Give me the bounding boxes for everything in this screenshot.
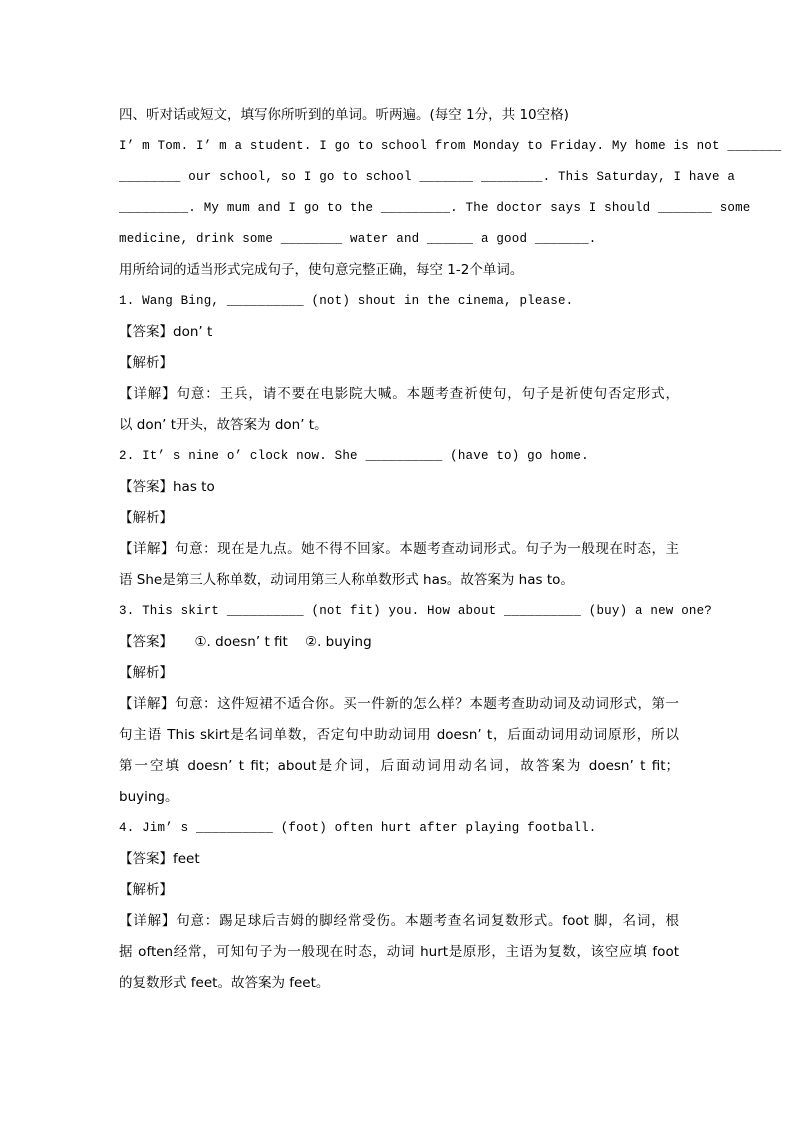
- analysis-label-1: 【解析】: [119, 355, 173, 371]
- detail-3-line: 【详解】句意：这件短裙不适合你。买一件新的怎么样？本题考查助动词及动词形式，第一: [119, 696, 679, 712]
- answer-1: 【答案】don’ t: [119, 324, 213, 340]
- detail-4-line: 据 often经常，可知句子为一般现在时态，动词 hurt是原形，主语为复数，该空应填 foot: [119, 944, 679, 960]
- answer-2: 【答案】has to: [119, 479, 215, 495]
- detail-1-line: 以 don’ t开头，故答案为 don’ t。: [119, 417, 328, 433]
- analysis-label-4: 【解析】: [119, 882, 173, 898]
- question-2: 2. It’ s nine o’ clock now. She __________ (have to) go home.: [119, 449, 589, 463]
- section-instruction: 用所给词的适当形式完成句子，使句意完整正确，每空 1-2个单词。: [119, 262, 524, 278]
- passage-line: I’ m Tom. I’ m a student. I go to school from Monday to Friday. My home is not _______: [119, 139, 782, 153]
- document-page: [119, 100, 782, 999]
- passage-line: medicine, drink some ________ water and ______ a good _______.: [119, 232, 597, 246]
- passage-line: _________. My mum and I go to the _________. The doctor says I should _______ some: [119, 201, 751, 215]
- answer-4: 【答案】feet: [119, 851, 200, 867]
- detail-4-line: 的复数形式 feet。故答案为 feet。: [119, 975, 330, 991]
- question-4: 4. Jim’ s __________ (foot) often hurt after playing football.: [119, 821, 597, 835]
- detail-1-line: 【详解】句意：王兵，请不要在电影院大喊。本题考查祈使句，句子是祈使句否定形式，: [119, 386, 679, 402]
- analysis-label-3: 【解析】: [119, 665, 173, 681]
- analysis-label-2: 【解析】: [119, 510, 173, 526]
- detail-2-line: 语 She是第三人称单数，动词用第三人称单数形式 has。故答案为 has to。: [119, 572, 574, 588]
- answer-3: 【答案】 ①. doesn’ t fit ②. buying: [119, 634, 372, 650]
- detail-3-line: 句主语 This skirt是名词单数，否定句中助动词用 doesn’ t，后面动词用动词原形，所以: [119, 727, 679, 743]
- detail-4-line: 【详解】句意：踢足球后吉姆的脚经常受伤。本题考查名词复数形式。foot 脚，名词，根: [119, 913, 679, 929]
- section-heading: 四、听对话或短文，填写你所听到的单词。听两遍。(每空 1分，共 10空格): [119, 107, 569, 123]
- detail-3-line: 第一空填 doesn’ t fit；about是介词，后面动词用动名词，故答案为 doesn’ t fit；: [119, 758, 679, 774]
- question-1: 1. Wang Bing, __________ (not) shout in the cinema, please.: [119, 294, 574, 308]
- passage-line: ________ our school, so I go to school _______ ________. This Saturday, I have a: [119, 170, 736, 184]
- detail-3-line: buying。: [119, 789, 179, 805]
- detail-2-line: 【详解】句意：现在是九点。她不得不回家。本题考查动词形式。句子为一般现在时态，主: [119, 541, 679, 557]
- question-3: 3. This skirt __________ (not fit) you. How about __________ (buy) a new one?: [119, 604, 712, 618]
